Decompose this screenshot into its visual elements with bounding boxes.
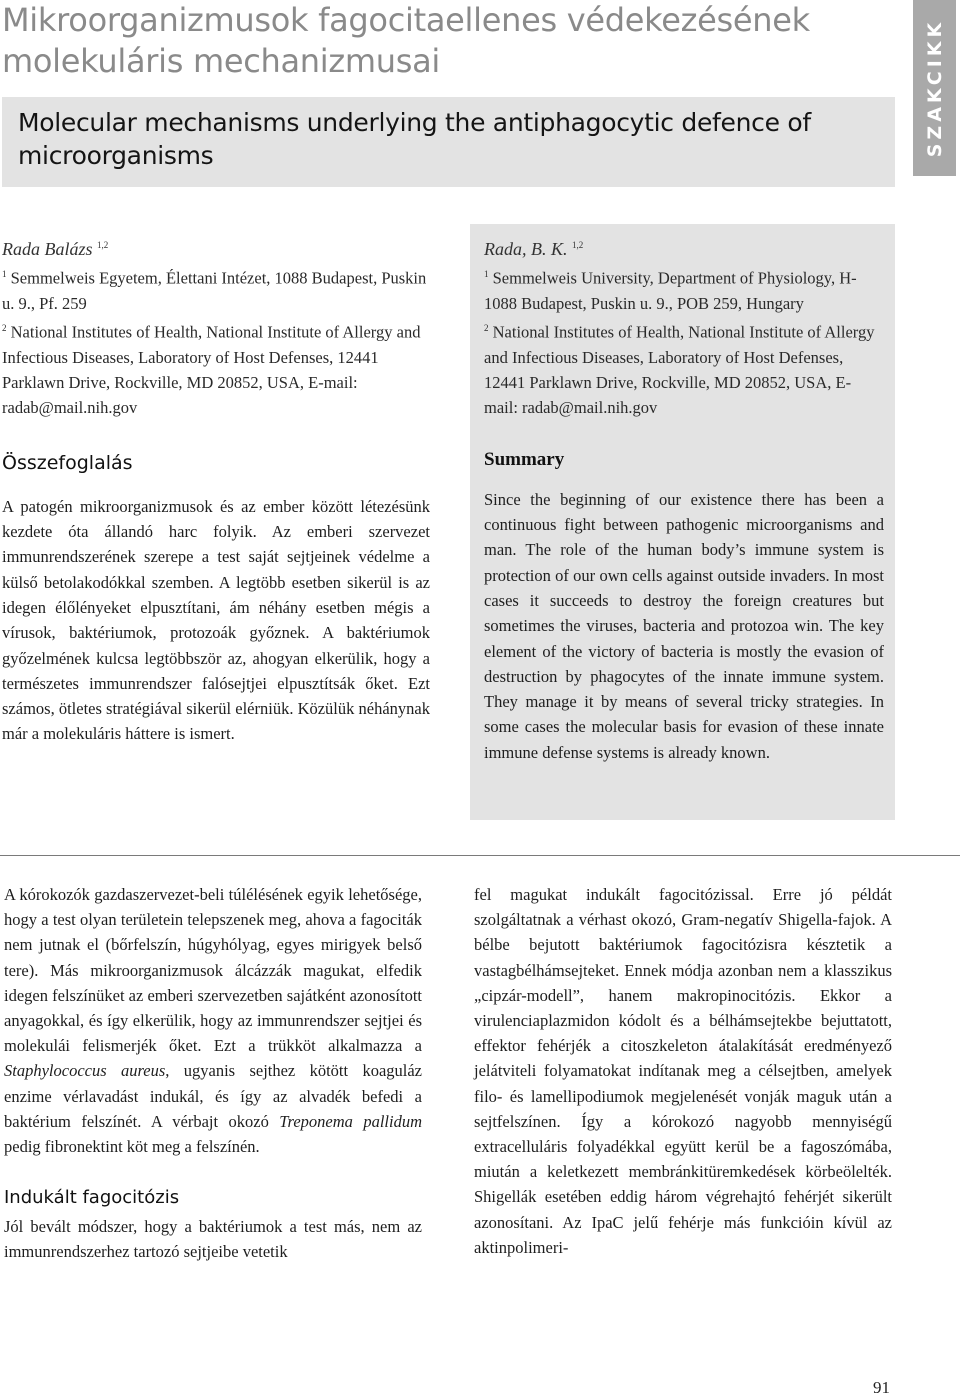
species-name: Staphylococcus aureus xyxy=(4,1061,166,1081)
affiliation-1-hu xyxy=(2,262,430,316)
body-text-span: A kórokozók gazdaszervezet-beli túlélésének egyik lehetősége, hogy a test olyan területein telepszenek meg, ahova a fagociták nem jutnak el (bőrfelszín, húgyhólyag, egyes mirigyek belső tere). Más mikroorganizmusok álcázzák magukat, elfedik idegen felszínüket az emberi szervezetben sajátként azonosított anyagokkal, és így elkerülik, hogy az immunrendszer sejtjei és molekulái felismerjék őket. Ezt a trükköt alkalmazza a xyxy=(4,885,422,1056)
affiliation-2-hu xyxy=(2,316,430,421)
author-name-hu xyxy=(2,232,430,262)
affiliation-2-sup: 2 xyxy=(2,323,7,334)
body-column-left xyxy=(4,882,422,1265)
body-text-span: pedig fibronektint köt meg a felszínén. xyxy=(4,1137,260,1157)
affiliation-2-text: National Institutes of Health, National Institute of Allergy and Infectious Diseases, Laboratory of Host Defenses, 12441 Parklawn Drive, Rockville, MD 20852, USA, E-mail: radab@mail.nih.gov xyxy=(484,322,875,418)
affiliation-1-text: Semmelweis Egyetem, Élettani Intézet, 1088 Budapest, Puskin u. 9., Pf. 259 xyxy=(2,268,427,313)
author-name-en xyxy=(484,232,884,262)
affiliation-2-sup: 2 xyxy=(484,323,489,334)
section-tab-label: SZAKCIKK xyxy=(923,18,946,158)
english-abstract xyxy=(484,232,884,765)
english-abstract-box xyxy=(470,224,895,820)
section-divider xyxy=(0,855,960,856)
body-column-right xyxy=(474,882,892,1260)
body-text-span: , ugyanis sejthez kötött koaguláz enzime vérlavadást indukál, és így az alvadék befedi a baktérium felszínét. A vérbajt okozó xyxy=(4,1061,423,1131)
body-paragraph: fel magukat indukált fagocitózissal. Erre jó példát szolgáltatnak a vérhast okozó, Gram-negatív Shigella-fajok. A bélbe bejutott baktériumok fagocitózisra késztetik a vastagbélhámsejteket. Ennek módja azonban nem a klasszikus „cipzár-modell”, hanem makropinocitózis. Ekkor a virulenciaplazmidon kódolt és a bélhámsejtekbe bejuttatott, effektor fehérjék a citoszkeleton átalakítását eredményező jelátviteli folyamatokat indítanak meg a célsejtben, amelyek filo- és lamellipodiumok megjelenését vonják maguk után a sejtfelszínen. Így a kórokozó nagyobb mennyiségű extracelluláris folyadékkal együtt kerül be a fagoszómába, miután a keletkezett membránkitüremkedések körbeölelték. Shigellák esetében eddig három végrehajtó fehérjét sikerült azonosítani. Az IpaC jelű fehérje más funkcióin kívül az aktinpolimeri- xyxy=(474,885,892,1257)
species-name: Treponema pallidum xyxy=(279,1111,422,1131)
page-number: 91 xyxy=(873,1378,890,1397)
abstract-text-hu: A patogén mikroorganizmusok és az ember között létezésünk kezdete óta állandó harc folyik. Az emberi szervezet immunrendszerének szerepe a test saját sejtjeinek védelme a külső betolakodókkal szemben. A legtöbb esetben sikerül is az idegen élőlényeket elpusztítani, ám néhány esetben mégis a vírusok, baktériumok, protozoák győznek. A baktériumok győzelmének kulcsa legtöbbször az, ahogyan elkerülik, hogy a természetes immunrendszer falósejtjei elpusztítsák őket. Ezt számos, ötletes stratégiával sikerül elérniük. Közülük néhánynak már a molekuláris háttere is ismert. xyxy=(2,496,430,744)
author-name-text: Rada Balázs xyxy=(2,239,93,259)
body-paragraph: Jól bevált módszer, hogy a baktériumok a test más, nem az immunrendszerhez tartozó sejtjeibe vetetik xyxy=(4,1217,422,1262)
english-title-box xyxy=(2,97,895,187)
section-tab xyxy=(913,0,956,176)
author-affiliation-sup: 1,2 xyxy=(97,240,109,250)
author-affiliation-sup: 1,2 xyxy=(572,240,584,250)
article-title-hungarian: Mikroorganizmusok fagocitaellenes védekezésének molekuláris mechanizmusai xyxy=(2,1,810,80)
hungarian-abstract xyxy=(2,232,430,747)
affiliation-1-en xyxy=(484,262,884,316)
affiliation-1-sup: 1 xyxy=(2,269,7,279)
section-heading: Indukált fagocitózis xyxy=(4,1187,180,1209)
abstract-text-en: Since the beginning of our existence there has been a continuous fight between pathogenic microorganisms and man. The role of the human body’s immune system is protection of our own cells against outside invaders. In most cases it succeeds to destroy the foreign creatures but sometimes the viruses, bacteria and protozoa win. The key element of the victory of bacteria is mostly the evasion of destruction by phagocytes of the innate immune system. They manage it by means of several tricky strategies. In some cases the molecular basis for evasion of these innate immune defense systems is already known. xyxy=(484,489,884,762)
affiliation-2-en xyxy=(484,316,884,421)
body-paragraph xyxy=(4,882,422,1159)
article-title-english: Molecular mechanisms underlying the antiphagocytic defence of microorganisms xyxy=(18,108,811,170)
author-name-text: Rada, B. K. xyxy=(484,239,568,259)
abstract-heading-hu: Összefoglalás xyxy=(2,451,133,474)
abstract-heading-en: Summary xyxy=(484,448,565,470)
affiliation-1-sup: 1 xyxy=(484,269,489,279)
affiliation-1-text: Semmelweis University, Department of Physiology, H-1088 Budapest, Puskin u. 9., POB 259, Hungary xyxy=(484,268,857,313)
affiliation-2-text: National Institutes of Health, National Institute of Allergy and Infectious Diseases, Laboratory of Host Defenses, 12441 Parklawn Drive, Rockville, MD 20852, USA, E-mail: radab@mail.nih.gov xyxy=(2,322,421,418)
